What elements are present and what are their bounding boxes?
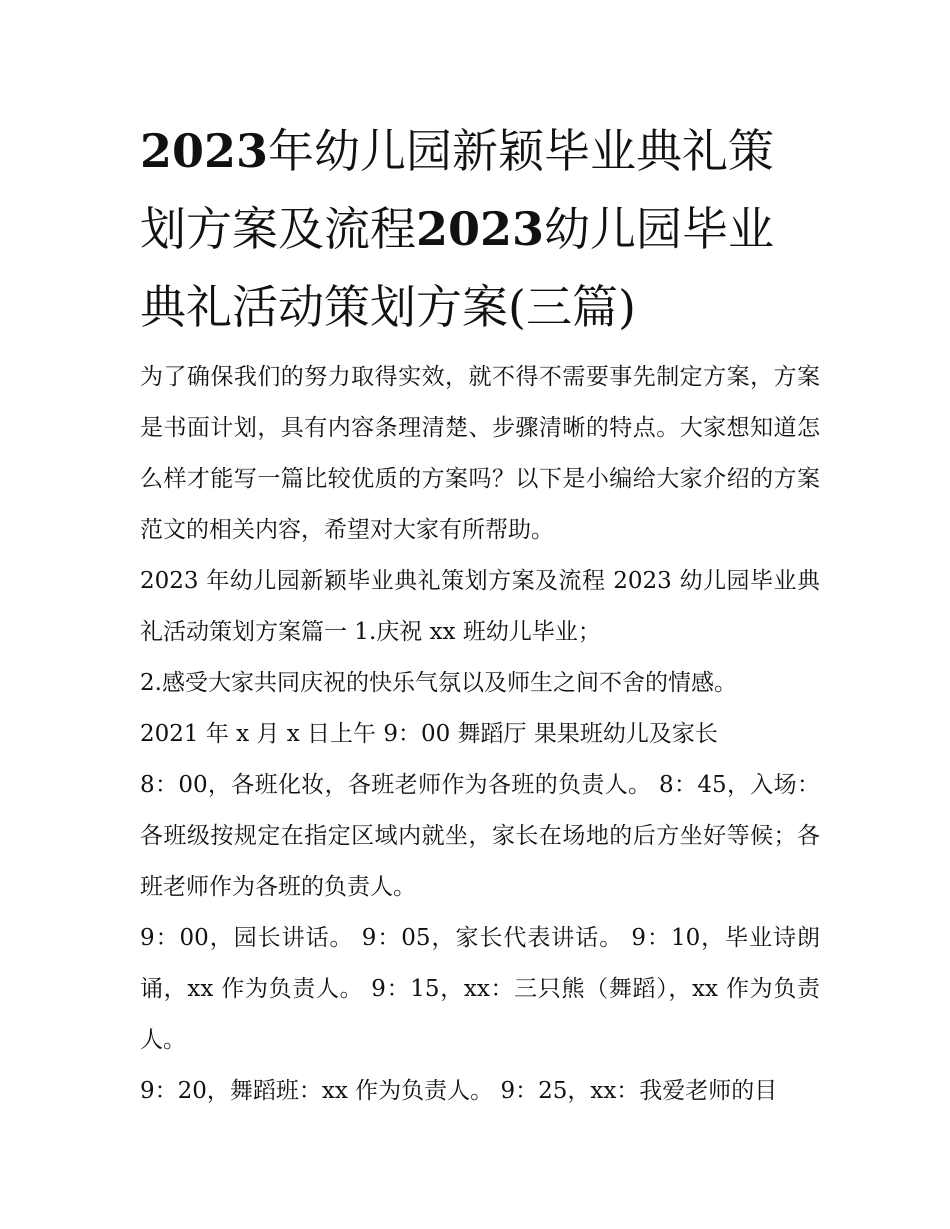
intro-paragraph: 为了确保我们的努力取得实效，就不得不需要事先制定方案，方案是书面计划，具有内容条理清楚、步骤清晰的特点。大家想知道怎么样才能写一篇比较优质的方案吗？以下是小编给大家介绍的方案范文的相关内容，希望对大家有所帮助。 [140,364,820,543]
title-text-2: 幼儿园毕业典礼活动策划方案(三篇) [140,202,775,334]
title-year-2: 2023 [416,202,545,256]
title-year-1: 2023 [140,124,269,178]
schedule-paragraph-1: 8：00，各班化妆，各班老师作为各班的负责人。 8：45，入场：各班级按规定在指定区域内就坐，家长在场地的后方坐好等候；各班老师作为各班的负责人。 [140,772,820,900]
section-heading-paragraph: 2023 年幼儿园新颖毕业典礼策划方案及流程 2023 幼儿园毕业典礼活动策划方案篇一 1.庆祝 xx 班幼儿毕业； [140,568,820,645]
goal-paragraph: 2.感受大家共同庆祝的快乐气氛以及师生之间不舍的情感。 [140,670,737,696]
schedule-paragraph-2: 9：00，园长讲话。 9：05，家长代表讲话。 9：10，毕业诗朗诵，xx 作为负责人。 9：15，xx：三只熊（舞蹈），xx 作为负责人。 [140,925,820,1053]
schedule-paragraph-3: 9：20，舞蹈班：xx 作为负责人。 9：25，xx：我爱老师的目 [140,1078,778,1104]
document-body [140,352,820,1117]
time-place-paragraph: 2021 年 x 月 x 日上午 9：00 舞蹈厅 果果班幼儿及家长 [140,721,718,747]
document-title [140,112,820,346]
title-text-1: 年幼儿园新颖毕业典礼策划方案及流程 [140,124,775,256]
